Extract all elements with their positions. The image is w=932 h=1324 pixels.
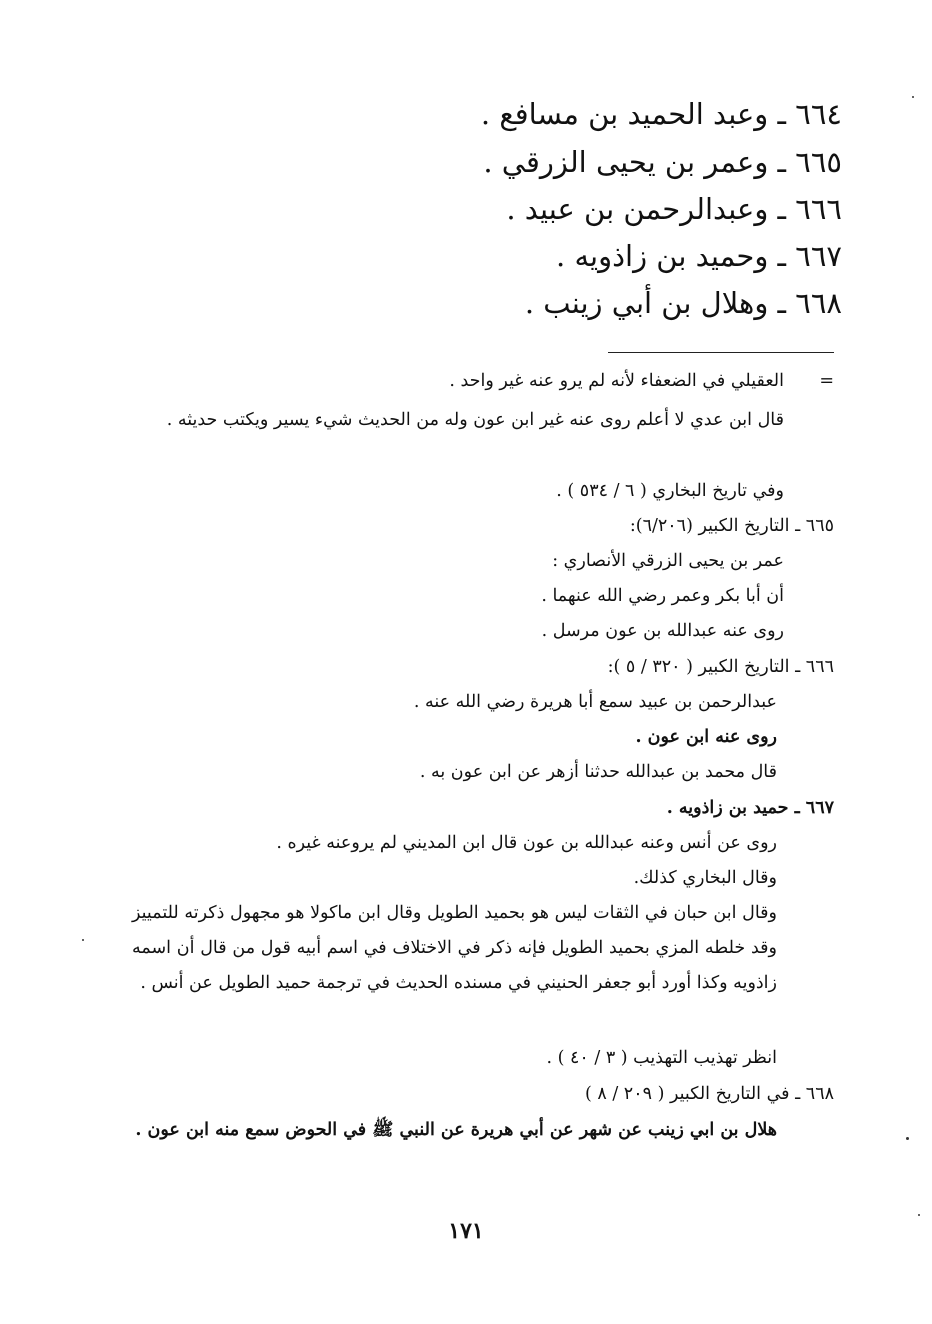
footnote-line: وفي تاريخ البخاري ( ٦ / ٥٣٤ ) . [556, 481, 784, 501]
scan-speck [912, 96, 914, 98]
footnote-paragraph: هلال بن ابي زينب عن شهر عن أبي هريرة عن النبي ﷺ في الحوض سمع منه ابن عون . [135, 1120, 777, 1140]
entry-667 [556, 236, 842, 276]
footnote-line: روى عنه ابن عون . [635, 727, 777, 747]
footnote-line: روى عنه عبدالله بن عون مرسل . [541, 621, 784, 641]
scan-speck [918, 1214, 920, 1216]
footnote-line: قال محمد بن عبدالله حدثنا أزهر عن ابن عون به . [419, 762, 777, 782]
footnote-line: أن أبا بكر وعمر رضي الله عنهما . [541, 586, 784, 606]
entry-number: ٦٦٨ [795, 286, 842, 320]
footnote-continuation-marker: = [819, 371, 834, 391]
scan-speck [82, 939, 84, 941]
entry-text: وحميد بن زاذويه . [556, 239, 769, 273]
entry-dash: ـ [777, 286, 787, 320]
entry-dash: ـ [777, 145, 787, 179]
entry-665 [483, 142, 842, 182]
footnote-line: انظر تهذيب التهذيب ( ٣ / ٤٠ ) . [546, 1048, 777, 1068]
entry-text: وعبدالرحمن بن عبيد . [506, 192, 769, 226]
footnote-heading-668: ٦٦٨ ـ في التاريخ الكبير ( ٢٠٩ / ٨ ) [584, 1084, 834, 1104]
footnote-line: العقيلي في الضعفاء لأنه لم يرو عنه غير واحد . [449, 371, 784, 391]
entry-666 [506, 189, 842, 229]
footnote-heading-667: ٦٦٧ ـ حميد بن زاذويه . [666, 798, 834, 818]
entry-dash: ـ [777, 192, 787, 226]
entry-text: وعبد الحميد بن مسافع . [480, 97, 769, 131]
page-number: ١٧١ [448, 1218, 484, 1244]
entry-number: ٦٦٤ [795, 97, 842, 131]
footnote-line: روى عن أنس وعنه عبدالله بن عون قال ابن المديني لم يروعنه غيره . [276, 833, 777, 853]
entry-number: ٦٦٥ [795, 145, 842, 179]
entry-668 [525, 283, 842, 323]
entry-dash: ـ [777, 97, 787, 131]
entry-text: وهلال بن أبي زينب . [524, 286, 769, 320]
footnote-heading-666: ٦٦٦ ـ التاريخ الكبير ( ٣٢٠ / ٥ ): [607, 657, 834, 677]
footnote-heading-665: ٦٦٥ ـ التاريخ الكبير (٦/٢٠٦): [629, 516, 834, 536]
footnote-line: عمر بن يحيى الزرقي الأنصاري : [552, 551, 784, 571]
entry-text: وعمر بن يحيى الزرقي . [483, 145, 769, 179]
footnote-line: وقال البخاري كذلك. [633, 868, 777, 888]
entry-number: ٦٦٦ [795, 192, 842, 226]
entry-664 [481, 94, 842, 134]
footnote-line: عبدالرحمن بن عبيد سمع أبا هريرة رضي الله عنه . [413, 692, 777, 712]
entry-number: ٦٦٧ [795, 239, 842, 273]
scan-speck [906, 1137, 909, 1140]
footnote-separator [608, 352, 834, 353]
footnote-paragraph: قال ابن عدي لا أعلم روى عنه غير ابن عون وله من الحديث شيء يسير ويكتب حديثه . [166, 410, 784, 430]
entry-dash: ـ [777, 239, 787, 273]
footnote-paragraph: وقال ابن حبان في الثقات ليس هو بحميد الطويل وقال ابن ماكولا هو مجهول ذكرته للتمييز وقد خلطه المزي بحميد الطويل فإنه ذكر في الاختلاف في اسم أبيه قول من قال أن اسمه زاذويه وكذا أورد أبو جعفر الحنيني في مسنده الحديث في ترجمة حميد الطويل عن أنس . [132, 903, 777, 993]
